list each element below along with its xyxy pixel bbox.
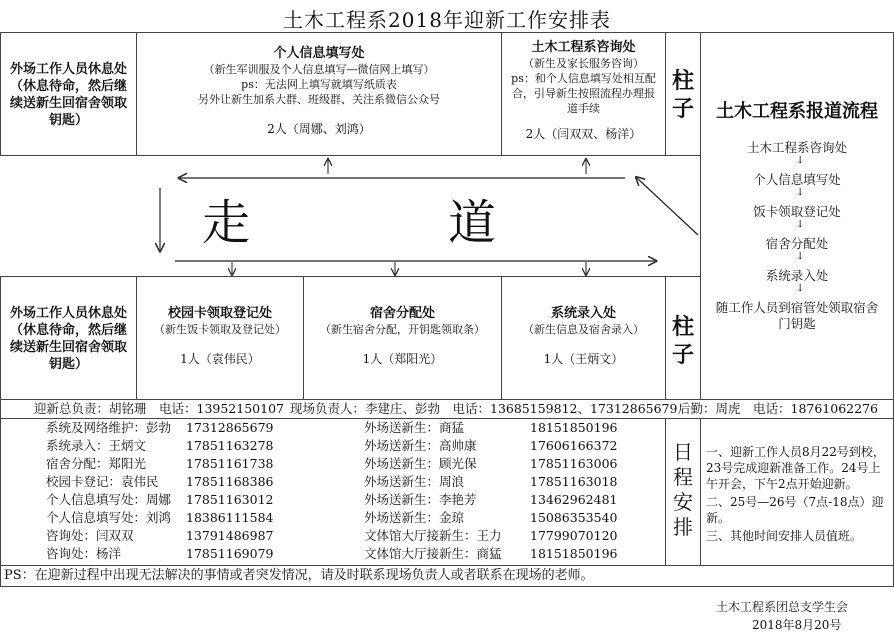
staff-left-role-7: 咨询处：闫双双 — [46, 528, 134, 543]
staff-left-phone-8: 17851169079 — [186, 546, 274, 561]
schedule-line-1: 一、迎新工作人员8月22号到校，23号完成迎新准备工作。24号上午开会，下午2点开始迎新。 — [706, 445, 885, 491]
staff-right-phone-3: 17851163006 — [530, 456, 618, 471]
flow-step-6: 随工作人员到宿管处领取宿舍门钥匙 — [715, 300, 879, 331]
sys-desc: （新生信息及宿舍录入） — [523, 323, 644, 336]
consult-desc1: （新生及家长服务咨询） — [523, 57, 644, 70]
corridor-char-1: 走 — [202, 195, 251, 251]
staff-left-phone-7: 13791486987 — [186, 528, 274, 543]
info-fill-desc2: ps：无法网上填写就填写纸质表 — [241, 78, 397, 91]
sys-title: 系统录入处 — [550, 306, 616, 321]
info-fill-title: 个人信息填写处 — [273, 46, 365, 61]
staff-right-phone-5: 13462962481 — [530, 492, 618, 507]
card-title: 校园卡领取登记处 — [167, 306, 272, 321]
dorm-station — [303, 276, 502, 400]
pillar-bottom — [665, 276, 701, 400]
staff-left-phone-3: 17851161738 — [186, 456, 274, 471]
flow-arrow-1: ↓ — [796, 155, 805, 166]
consult-staff: 2人（闫双双、杨洋） — [525, 127, 642, 141]
rest-area-top — [0, 32, 137, 156]
consult-title: 土木工程系咨询处 — [531, 40, 636, 55]
flow-step-4: 宿舍分配处 — [765, 236, 829, 251]
contact-logistics: 后勤：周虎 电话：18761062276 — [678, 401, 878, 416]
pillar-top — [665, 32, 701, 156]
rest-area-top-text: 外场工作人员休息处（休息待命，然后继续送新生回宿舍领取钥匙） — [9, 62, 127, 128]
flow-step-3: 饭卡领取登记处 — [753, 204, 841, 219]
schedule-label: 日程安排 — [673, 440, 693, 539]
staff-right-role-1: 外场送新生：商猛 — [364, 420, 465, 435]
contact-chief: 迎新总负责：胡铭珊 电话：13952150107 — [34, 401, 284, 416]
dorm-title: 宿舍分配处 — [369, 306, 435, 321]
staff-left-role-1: 系统及网络维护：彭勃 — [46, 420, 172, 435]
contact-onsite: 现场负责人：李建庄、彭勃 电话：13685159812、17312865679 — [290, 401, 678, 416]
corridor-char-2: 道 — [448, 195, 497, 251]
dorm-desc: （新生宿舍分配，开钥匙领取条） — [320, 323, 485, 336]
staff-right-phone-6: 15086353540 — [530, 510, 618, 525]
dorm-staff: 1人（郑阳光） — [362, 352, 443, 366]
consult-station — [501, 32, 666, 156]
card-staff: 1人（袁伟民） — [180, 352, 260, 366]
staff-left-phone-1: 17312865679 — [186, 420, 274, 435]
info-fill-desc3: 另外让新生加系大群、班级群、关注系微信公众号 — [198, 93, 440, 106]
staff-left-role-2: 系统录入：王炳文 — [46, 438, 147, 453]
staff-right-phone-7: 17799070120 — [530, 528, 618, 543]
flow-arrow-2: ↓ — [796, 187, 805, 198]
flow-step-5: 系统录入处 — [765, 268, 829, 283]
flow-arrow-4: ↓ — [796, 251, 805, 262]
sys-staff: 1人（王炳文） — [543, 352, 624, 366]
staff-right-role-7: 文体馆大厅接新生：王力 — [364, 528, 502, 543]
schedule-line-2: 二、25号—26号（7点-18点）迎新。 — [706, 495, 884, 525]
staff-right-role-8: 文体馆大厅接新生：商猛 — [364, 546, 502, 561]
staff-right-phone-4: 17851163018 — [530, 474, 618, 489]
staff-right-phone-1: 18151850196 — [530, 420, 618, 435]
page-title: 土木工程系2018年迎新工作安排表 — [283, 8, 611, 32]
info-fill-station — [136, 32, 502, 156]
staff-right-role-4: 外场送新生：周浪 — [364, 474, 465, 489]
rest-area-bottom — [0, 276, 137, 400]
staff-left-phone-6: 18386111584 — [186, 510, 274, 525]
ps-note: PS：在迎新过程中出现无法解决的事情或者突发情况，请及时联系现场负责人或者联系在现场的老师。 — [4, 568, 594, 583]
staff-left-phone-4: 17851168386 — [186, 474, 274, 489]
staff-right-phone-2: 17606166372 — [530, 438, 618, 453]
staff-right-role-3: 外场送新生：顾光保 — [364, 456, 477, 471]
flow-title: 土木工程系报道流程 — [716, 101, 878, 122]
card-desc: （新生饭卡领取及登记处） — [154, 323, 286, 336]
staff-left-role-5: 个人信息填写处：周娜 — [46, 492, 172, 507]
pillar-bottom-label: 柱子 — [672, 314, 695, 368]
staff-right-role-2: 外场送新生：高帅康 — [364, 438, 477, 453]
signature-date: 2018年8月20号 — [752, 618, 842, 632]
staff-left-role-8: 咨询处：杨洋 — [46, 546, 122, 561]
flow-step-1: 土木工程系咨询处 — [746, 140, 847, 155]
staff-right-role-5: 外场送新生：李艳芳 — [364, 492, 477, 507]
consult-desc2: ps：和个人信息填写处相互配合，引导新生按照流程办理报道手续 — [511, 72, 656, 115]
staff-left-phone-2: 17851163278 — [186, 438, 274, 453]
schedule-line-3: 三、其他时间安排人员值班。 — [706, 529, 863, 543]
staff-left-role-3: 宿舍分配：郑阳光 — [46, 456, 147, 471]
corridor-arrows — [0, 150, 700, 280]
info-fill-desc1: （新生军训服及个人信息填写—微信网上填写） — [203, 63, 435, 76]
card-station — [136, 276, 304, 400]
sys-station — [501, 276, 666, 400]
flow-arrow-5: ↓ — [796, 283, 805, 294]
staff-left-role-6: 个人信息填写处：刘鸿 — [46, 510, 172, 525]
rest-area-bottom-text: 外场工作人员休息处（休息待命，然后继续送新生回宿舍领取钥匙） — [9, 306, 127, 372]
flow-arrow-3: ↓ — [796, 219, 805, 230]
staff-right-role-6: 外场送新生：金琼 — [364, 510, 465, 525]
signature-org: 土木工程系团总支学生会 — [716, 600, 849, 614]
pillar-top-label: 柱子 — [672, 68, 695, 122]
staff-right-phone-8: 18151850196 — [530, 546, 618, 561]
staff-left-phone-5: 17851163012 — [186, 492, 274, 507]
flow-step-2: 个人信息填写处 — [753, 172, 841, 187]
staff-left-role-4: 校园卡登记：袁伟民 — [46, 474, 159, 489]
info-fill-staff: 2人（周娜、刘鸿） — [267, 122, 371, 136]
